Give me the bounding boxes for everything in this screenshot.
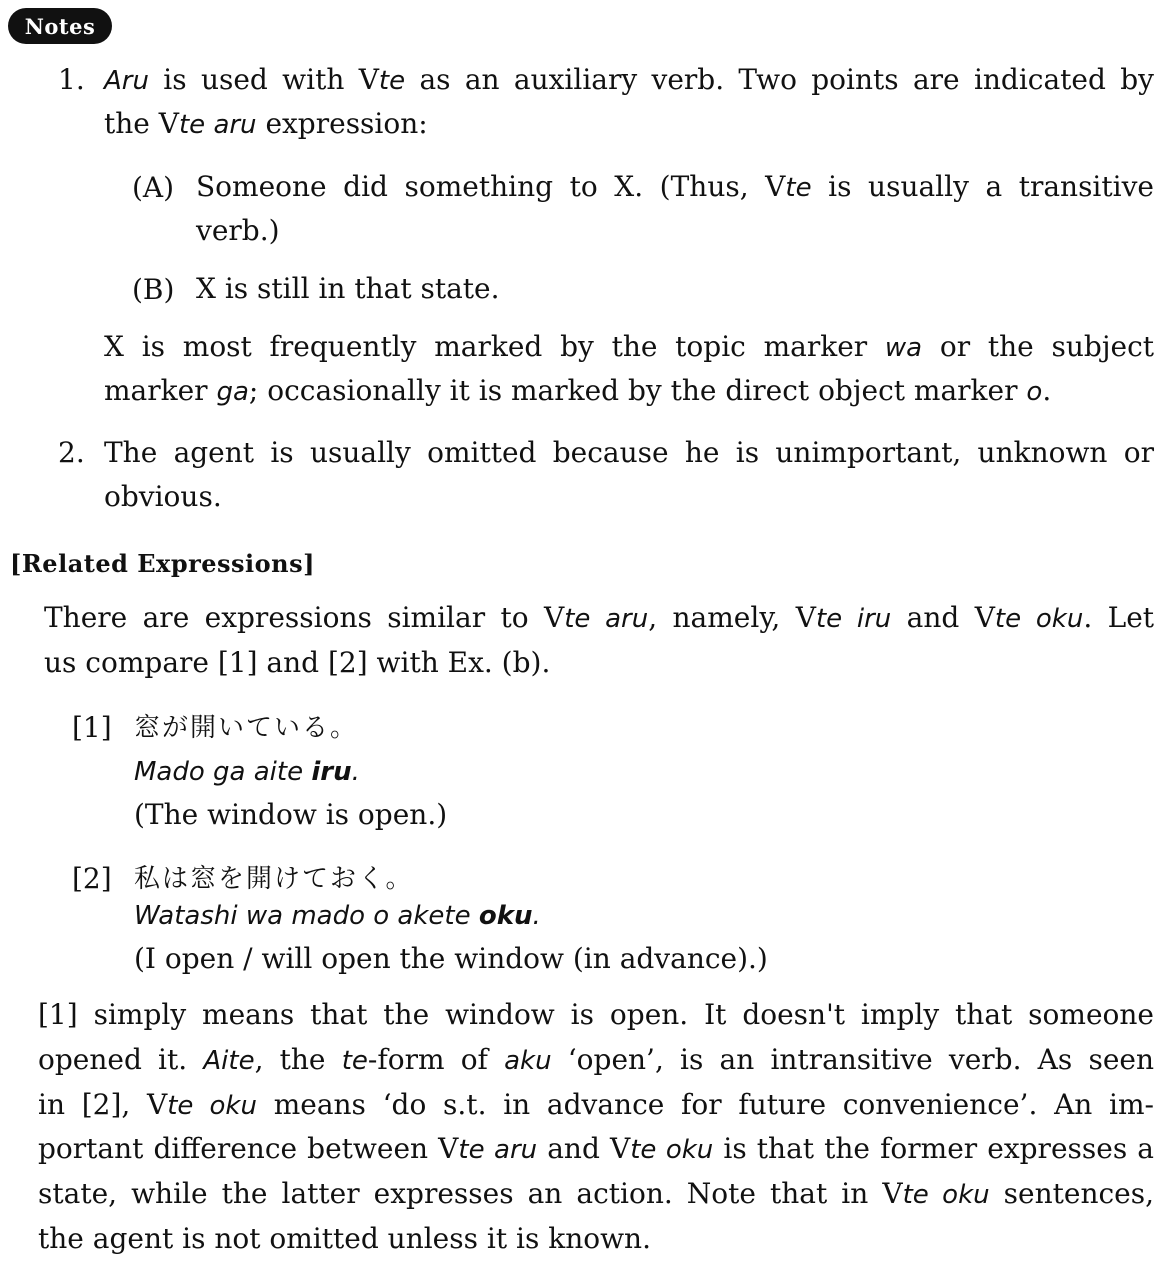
text-run: state, while the latter expresses an action. Note that in V [38,1177,903,1210]
example-2-romaji [134,897,541,934]
text-run: te aru [178,110,257,140]
note-1-line-2 [104,106,428,143]
example-1-translation: (The window is open.) [134,798,448,831]
text-run: ; occasionally it is marked by the direct object marker [248,374,1027,407]
note-1-a-line-2: verb.) [196,214,280,247]
explanation-line-3 [38,1087,1154,1124]
text-run: oku [478,901,533,931]
example-2-translation: (I open / will open the window (in advance).) [134,942,768,975]
text-run: . [1042,374,1052,407]
text-run: as an auxiliary verb. Two points are indicated by [405,63,1154,96]
text-run: or the subject [922,330,1155,363]
note-2-line-1: The agent is usually omitted because he is unimportant, unknown or [104,436,1154,469]
text-run: Mado ga aite [134,757,312,787]
explanation-line-5 [38,1176,1154,1213]
text-run: wa [884,333,923,363]
text-run: Someone did something to X. (Thus, V [196,170,786,203]
example-2-label: [2] [72,862,112,895]
text-run: . [351,757,360,787]
related-expressions-heading: [Related Expressions] [10,549,315,578]
text-run: Aite [203,1046,255,1076]
related-intro-line-1 [44,600,1154,637]
text-run: te oku [167,1091,257,1121]
text-run: te oku [902,1180,990,1210]
text-run: marker [104,374,217,407]
note-1-a-line-1 [196,169,1154,206]
note-2-line-2: obvious. [104,480,222,513]
text-run: o [1026,377,1043,407]
note-1-label-a: (A) [132,171,175,204]
text-run: iru [311,757,352,787]
text-run: te [341,1046,368,1076]
example-1-romaji [134,753,360,790]
text-run: te aru [564,604,649,634]
text-run: aku [504,1046,552,1076]
text-run: te [785,173,812,203]
note-1-label-b: (B) [132,273,175,306]
text-run: -form of [367,1043,505,1076]
text-run: Aru [104,66,149,96]
explanation-line-1: [1] simply means that the window is open. It doesn't imply that someone [38,998,1154,1031]
text-run: , the [254,1043,342,1076]
text-run: means ‘do s.t. in advance for future convenience’. An im- [256,1088,1155,1121]
text-run: , namely, V [648,601,816,634]
note-1-x-line-1 [104,329,1154,366]
explanation-line-2 [38,1042,1154,1079]
text-run: the V [104,107,179,140]
text-run: te aru [458,1135,538,1165]
text-run: and V [537,1132,631,1165]
text-run: expression: [256,107,428,140]
note-1-number: 1. [58,63,85,96]
text-run: te iru [815,604,892,634]
text-run: is usually a transitive [811,170,1154,203]
text-run: in [2], V [38,1088,168,1121]
text-run: is used with V [148,63,379,96]
example-2-japanese: 私は窓を開けておく。 [134,864,414,894]
note-1-line-1 [104,62,1154,99]
text-run: ga [216,377,249,407]
explanation-line-4 [38,1131,1154,1168]
note-2-number: 2. [58,436,85,469]
example-1-japanese: 窓が開いている。 [134,713,359,743]
text-run: Watashi wa mado o akete [134,901,479,931]
note-1-b-line-1: X is still in that state. [196,272,500,305]
explanation-line-6: the agent is not omitted unless it is known. [38,1222,651,1255]
text-run: ‘open’, is an intransitive verb. As seen [551,1043,1154,1076]
text-run: opened it. [38,1043,204,1076]
text-run: There are expressions similar to V [44,601,565,634]
text-run: X is most frequently marked by the topic marker [104,330,885,363]
example-1-label: [1] [72,711,112,744]
text-run: . [532,901,541,931]
text-run: is that the former expresses a [713,1132,1154,1165]
text-run: te oku [994,604,1084,634]
text-run: te oku [630,1135,714,1165]
text-run: te [378,66,406,96]
text-run: . Let [1083,601,1155,634]
text-run: sentences, [989,1177,1155,1210]
note-1-x-line-2 [104,373,1051,410]
text-run: and V [891,601,995,634]
notes-badge: Notes [8,8,112,44]
text-run: portant difference between V [38,1132,459,1165]
related-intro-line-2: us compare [1] and [2] with Ex. (b). [44,646,551,679]
